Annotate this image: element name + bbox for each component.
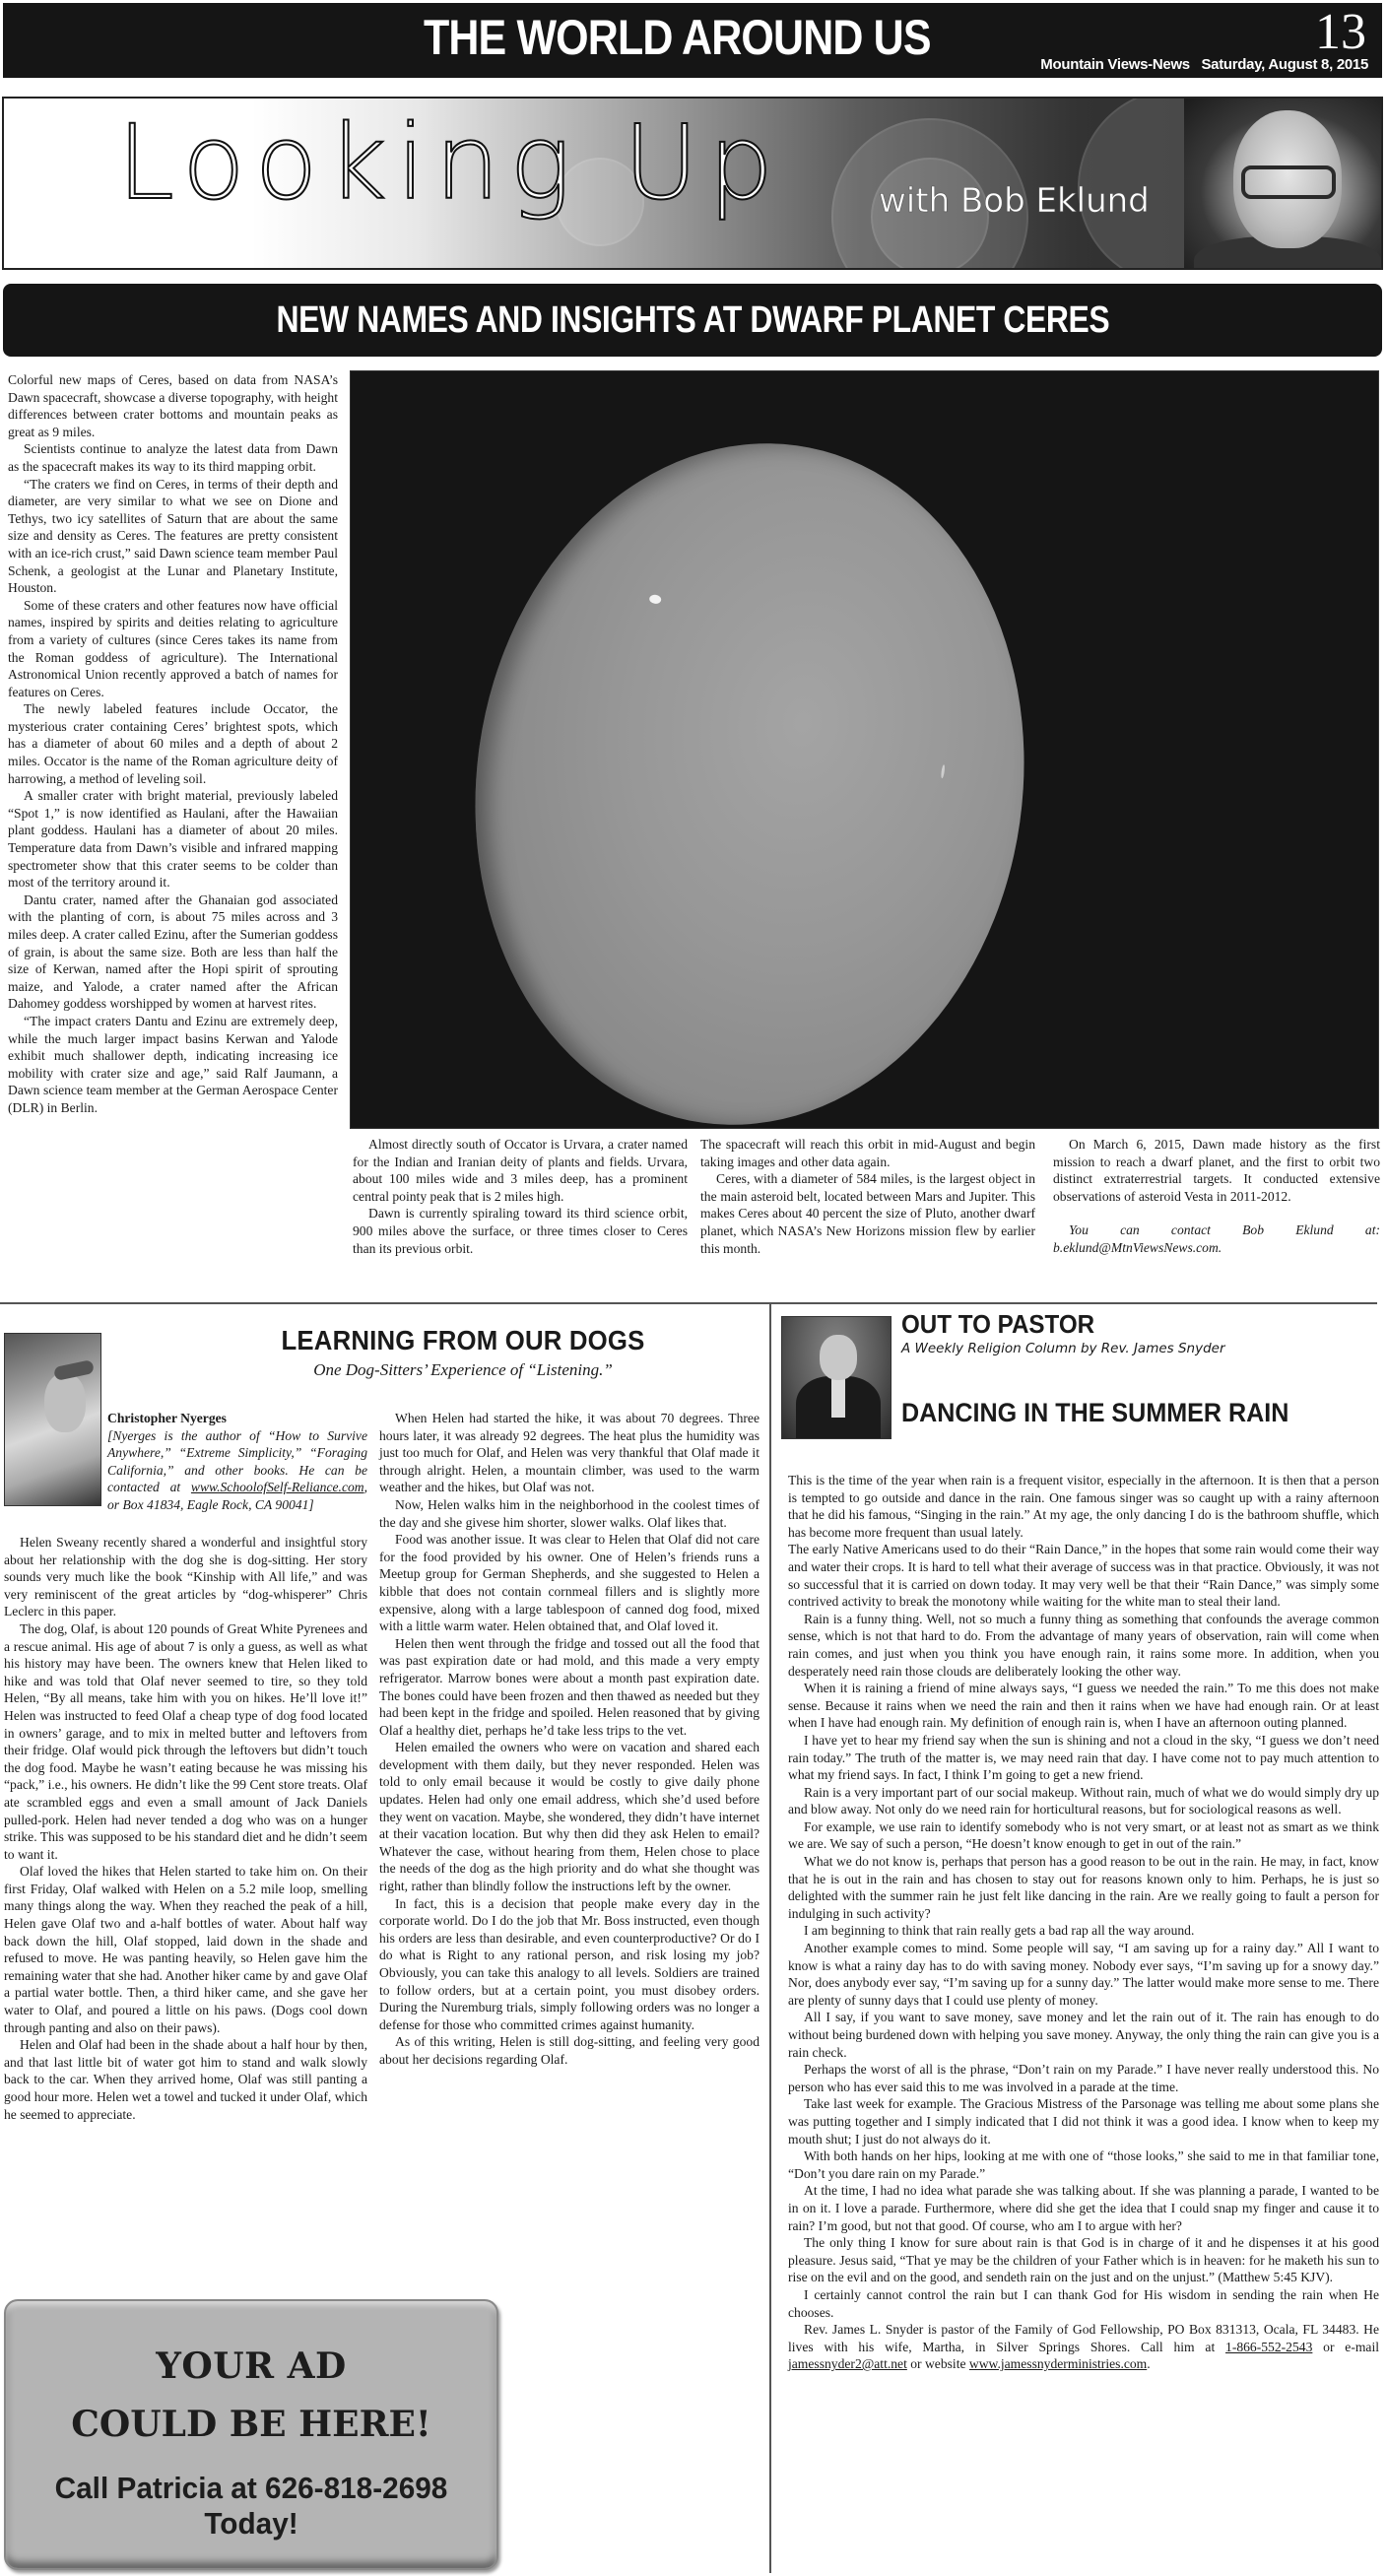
dogs-subtitle: One Dog-Sitters’ Experience of “Listening.” (313, 1360, 613, 1379)
paragraph: The newly labeled features include Occator, the mysterious crater containing Ceres’ brightest spots, which has a diameter of about 60 miles and a depth of about 2 miles. Occator is the name of the Roman agriculture deity of harrowing, a method of leveling soil. (8, 701, 338, 786)
footer-text: Rev. James L. Snyder is pastor of the Family of God Fellowship, PO Box 831313, Ocala, FL 34483. He lives with his wife, Martha, in Silver Springs Shores. Call him at (788, 2322, 1379, 2354)
masthead (3, 3, 1382, 78)
paragraph: What we do not know is, perhaps that person has a good reason to be out in the rain. He may, in fact, know that he is out in the rain and has chosen to stay out for reasons known only to him. Perhaps, he is just so delighted with the summer rain he just felt like dancing in the rain. Are we really going to fault a person for indulging in such activity? (788, 1854, 1379, 1921)
column-title: OUT TO PASTOR (901, 1309, 1095, 1339)
website-link[interactable]: www.jamessnyderministries.com (968, 2356, 1148, 2372)
footer-text: or website (906, 2356, 969, 2372)
paragraph: Some of these craters and other features now have official names, inspired by spirits and deities relating to agriculture from a variety of cultures (since Ceres takes its name from the Roman goddess of agriculture). The International Astronomical Union recently approved a batch of names for features on Ceres. (8, 597, 338, 699)
dogs-column-2 (379, 1410, 760, 2069)
paragraph: With both hands on her hips, looking at me with one of “those looks,” she said to me in that familiar tone, “Don’t you dare rain on my Parade.” (788, 2148, 1379, 2181)
paragraph: Colorful new maps of Ceres, based on data from NASA’s Dawn spacecraft, showcase a diverse topography, with height differences between crater bottoms and mountain peaks as great as 9 miles. (8, 372, 338, 439)
author-website-link[interactable]: www.SchoolofSelf-Reliance.com (190, 1480, 364, 1495)
email-link[interactable]: jamessnyder2@att.net (788, 2356, 907, 2372)
paragraph: Rain is a very important part of our social makeup. Without rain, much of what we do would simply dry up and blow away. Not only do we need rain for horticultural reasons, but for sociological reasons as well. (788, 1784, 1379, 1817)
photo-shirt (831, 1378, 845, 1418)
ceres-planet (431, 408, 1067, 1129)
paragraph: Helen and Olaf had been in the shade about a half hour by then, and that last little bit of water got him to stand and walk slowly back to the car. When they arrived home, Olaf was still panting a good hour more. Helen wet a towel and tucked it under Olaf, which he seemed to appreciate. (4, 2037, 367, 2122)
section-title: THE WORLD AROUND US (423, 10, 931, 65)
author-name: Christopher Nyerges (107, 1411, 227, 1425)
paragraph: In fact, this is a decision that people make every day in the corporate world. Do I do the job that Mr. Boss instructed, even though his orders are less than desirable, and even counterproductive? Or do I do what is Right to any rational person, and risk losing my job? Obviously, you can take this analogy to all levels. Soldiers are trained to follow orders, but at a certain point, you must disobey orders. During the Nuremburg trials, simply following orders was no longer a defense for those who committed crimes against humanity. (379, 1895, 760, 2032)
phone-link[interactable]: 1-866-552-2543 (1225, 2339, 1313, 2354)
paragraph: For example, we use rain to identify somebody who is not very smart, or at least not as smart as we think we are. We say of such a person, “He doesn’t know enough to get in out of the rain.” (788, 1818, 1379, 1852)
ceres-headline: NEW NAMES AND INSIGHTS AT DWARF PLANET CERES (276, 299, 1109, 341)
footer-text: or e-mail (1312, 2339, 1380, 2354)
ceres-column-2 (353, 1136, 688, 1257)
paragraph: Helen then went through the fridge and tossed out all the food that was past expiration date or had mold, and this made a very empty refrigerator. Marrow bones were about a month past expiration date. The bones could have been frozen and then thawed as needed but they had been kept in the fridge and spoiled. Helen reasoned that by giving Olaf a healthy diet, perhaps he’d take less trips to the vet. (379, 1635, 760, 1738)
publication-name: Mountain Views-News (1040, 56, 1190, 73)
paragraph: Ceres, with a diameter of 584 miles, is the largest object in the main asteroid belt, located between Mars and Jupiter. This makes Ceres about 40 percent the size of Pluto, another dwarf planet, which NASA’s New Horizons mission flew by earlier this month. (700, 1171, 1035, 1256)
bright-streak (941, 764, 946, 778)
dogs-column-1 (4, 1534, 367, 2123)
paragraph: When it is raining a friend of mine always says, “I guess we needed the rain.” To me this does not make sense. Because it rains when we need the rain and then it rains when we have had enough rain. Or at least when I have had enough rain. My definition of enough rain is, when I have an afternoon outing planned. (788, 1681, 1379, 1731)
author-footer (788, 2321, 1379, 2373)
portrait-glasses (1241, 165, 1336, 199)
photo-face (44, 1373, 86, 1432)
paragraph: Dawn is currently spiraling toward its third science orbit, 900 miles above the surface, or three times closer to Ceres than its previous orbit. (353, 1206, 688, 1256)
paragraph: On March 6, 2015, Dawn made history as the first mission to reach a dwarf planet, and the first to orbit two distinct extraterrestrial targets. It conducted extensive observations of asteroid Vesta in 2011-2012. (1053, 1137, 1380, 1204)
ad-line-2: COULD BE HERE! (71, 2404, 431, 2445)
paragraph: This is the time of the year when rain is a frequent visitor, especially in the afternoon. It is then that a person is tempted to go outside and dance in the rain. One famous singer was so caught up with a rainy afternoon that he did his famous, “Singing in the rain.” At my age, the only dancing I do is the bathroom shuffle, which has become more frequent than usual lately. (788, 1473, 1379, 1540)
paragraph: When Helen had started the hike, it was about 70 degrees. Three hours later, it was already 92 degrees. The heat plus the humidity was just too much for Olaf, and Helen was very thankful that Olaf made it through alright. Helen, a mountain climber, was used to the warm weather and the hikes, but Olaf was not. (379, 1411, 760, 1495)
banner-title: Looking Up (117, 102, 784, 223)
paragraph: Take last week for example. The Gracious Mistress of the Parsonage was telling me about some plans she was putting together and I simply indicated that I did not think it was a good idea. I know when to keep my mouth shut; I just do not always do it. (788, 2096, 1379, 2147)
author-bio (107, 1410, 367, 1514)
author-contact: You can contact Bob Eklund at: b.eklund@MtnViewsNews.com. (1053, 1222, 1380, 1255)
paragraph: The dog, Olaf, is about 120 pounds of Great White Pyrenees and a rescue animal. His age of about 7 is only a guess, as well as what his history may have been. The owners knew that Helen liked to hike and was told that Olaf never seemed to tire, so they told Helen, “By all means, take him with you on hikes. He’ll love it!” Helen was instructed to feed Olaf a cheap type of dog food located in owners’ garage, and to mix in melted butter and leftovers from their fridge. Olaf would pick through the leftovers but didn’t touch the dog food. Maybe he wasn’t eating because he was missing his “pack,” i.e., his owners. He didn’t like the 99 Cent store treats. Olaf ate scrambled eggs and even a small amount of Jack Daniels pulled-pork. Helen had never tended a dog who was on a hunger strike. This was supposed to be his standard diet and he didn’t seem to want it. (4, 1620, 367, 1862)
pastor-body (788, 1472, 1379, 2373)
banner-byline: with Bob Eklund (879, 181, 1150, 221)
paragraph: I certainly cannot control the rain but I can thank God for His wisdom in sending the rain when He chooses. (788, 2286, 1379, 2320)
ad-line-1: YOUR AD (156, 2345, 347, 2387)
paragraph: All I say, if you want to save money, save money and let the rain out of it. The rain has enough to do without being burdened down with helping you save money. Anyway, the only thing the rain can give you is a rain check. (788, 2010, 1379, 2060)
bio-prefix: [Nyerges is the author of “How to Survive Anywhere,” “Extreme Simplicity,” “Foraging California,” and other books. He can be contacted at (107, 1427, 367, 1495)
paragraph: “The impact craters Dantu and Ezinu are extremely deep, while the much larger impact basins Kerwan and Yalode exhibit much shallower depth, indicating increasing ice mobility with crater size and age,” said Ralf Jaumann, a Dawn science team member at the German Aerospace Center (DLR) in Berlin. (8, 1013, 338, 1115)
paragraph: I am beginning to think that rain really gets a bad rap all the way around. (804, 1923, 1195, 1939)
dogs-headline: LEARNING FROM OUR DOGS (281, 1325, 645, 1355)
column-banner (2, 97, 1383, 270)
paragraph: A smaller crater with bright material, previously labeled “Spot 1,” is now identified as Haulani, after the Hawaiian plant goddess. Haulani has a diameter of about 20 miles. Temperature data from Dawn’s visible and infrared mapping spectrometer show that this crater seems to be colder than most of the territory around it. (8, 788, 338, 891)
paragraph: Olaf loved the hikes that Helen started to take him on. On their first Friday, Olaf walked with Helen on a 5.2 mile loop, smelling many things along the way. When they reached the peak of a hill, Helen gave Olaf two and a-half bottles of water. About half way back down the hill, Olaf stopped, laid down in the shade and refused to move. He was panting heavily, so Helen gave him the remaining water that she had. Another hiker came by and gave Olaf a partial water bottle. Then, a third hiker came, and she gave her water to Olaf, and poured a little on his paws. (Dogs cool down through panting and also on their paws). (4, 1864, 367, 2035)
page-number: 13 (1315, 4, 1366, 60)
ceres-photo (350, 370, 1379, 1129)
advertisement-box[interactable] (4, 2299, 498, 2570)
author-portrait-eklund (1184, 99, 1381, 268)
paragraph: Almost directly south of Occator is Urvara, a crater named for the Indian and Iranian deity of plants and fields. Urvara, about 100 miles wide and 3 miles deep, has a prominent central pointy peak that is 2 miles high. (353, 1137, 688, 1204)
paragraph: The early Native Americans used to do their “Rain Dance,” in the hopes that some rain would come their way and water their crops. It is hard to tell what their average of success was in that practice. Obviously, it was not so successful that it is carried on down today. It may very well be that their “Rain Dance,” was simply some contrived activity to break the monotony while waiting for the white man to steal their land. (788, 1542, 1379, 1610)
paragraph: As of this writing, Helen is still dog-sitting, and feeling very good about her decisions regarding Olaf. (379, 2034, 760, 2067)
paragraph: Another example comes to mind. Some people will say, “I am saving up for a rainy day.” All I want to know is what a rainy day has to do with saving money. Nobody ever says, “I’m saving up for a snowy day.” Nor, does anybody ever say, “I’m saving up for a sunny day.” The latter would make more sense to me. There are plenty of sunny days that I could use plenty of money. (788, 1941, 1379, 2008)
paragraph: Scientists continue to analyze the latest data from Dawn as the spacecraft makes its way to its third mapping orbit. (8, 441, 338, 474)
bio-suffix: , or Box 41834, Eagle Rock, CA 90041] (107, 1480, 367, 1512)
publication-date: Saturday, August 8, 2015 (1201, 56, 1368, 73)
ceres-headline-bar (3, 284, 1382, 357)
photo-face (820, 1335, 857, 1380)
section-divider (0, 1302, 1377, 1304)
paragraph: Rain is a funny thing. Well, not so much a funny thing as something that confounds the average common sense, which is not that hard to do. From the advantage of many years of observation, rain will come when rain comes, and just when you think you have enough rain, it rains some more. In addition, when you desperately need rain those clouds are deliberately looking the other way. (788, 1611, 1379, 1679)
paragraph: The spacecraft will reach this orbit in mid-August and begin taking images and other data again. (700, 1137, 1035, 1169)
paragraph: Now, Helen walks him in the neighborhood in the coolest times of the day and she givese him shorter, slower walks. Olaf likes that. (379, 1496, 760, 1530)
column-subtitle: A Weekly Religion Column by Rev. James Snyder (901, 1341, 1225, 1356)
ceres-column-3 (700, 1136, 1035, 1257)
ad-call-to-action: Call Patricia at 626-818-2698 Today! (54, 2471, 448, 2541)
author-photo-snyder (781, 1316, 892, 1439)
footer-text: . (1147, 2356, 1151, 2372)
paragraph: The only thing I know for sure about rain is that God is in charge of it and he dispenses it at his good pleasure. Jesus said, “That ye may be the children of your Father which is in heaven: for he maketh his sun to rise on the evil and on the good, and sendeth rain on the just and on the unjust.” (Matthew 5:45 KJV). (788, 2235, 1379, 2285)
author-photo-nyerges (4, 1333, 101, 1506)
paragraph: Food was another issue. It was clear to Helen that Olaf did not care for the food provided by his owner. One of Helen’s friends runs a Meetup group for German Shepherds, and she suggested to Helen a kibble that does not contain cornmeal fillers and is slightly more expensive, along with a large tablespoon of canned dog food, mixed with a little warm water. Helen obtained that, and Olaf loved it. (379, 1532, 760, 1634)
column-divider (769, 1302, 771, 2573)
paragraph: Helen Sweany recently shared a wonderful and insightful story about her relationship with the dog she is dog-sitting. Her story sounds very much like the book “Kinship with All life,” and was very reminiscent of the great articles by “dog-whisperer” Chris Leclerc in this paper. (4, 1535, 367, 1619)
publication-info (1040, 56, 1368, 73)
paragraph: Helen emailed the owners who were on vacation and shared each development with them daily, but they never responded. Helen was told to only email because it would be costly to give daily phone updates. Helen had only one email address, which she’d used before they went on vacation. Maybe, she wondered, they didn’t have internet at their vacation location. But why then did they ask Helen to email? Whatever the case, without hearing from them, Helen chose to place the needs of the dog as the high priority and do what she thought was right, rather than blindly follow the instructions left by the owner. (379, 1740, 760, 1894)
paragraph: “The craters we find on Ceres, in terms of their depth and diameter, are very similar to what we see on Dione and Tethys, two icy satellites of Saturn that are about the same size and density as Ceres. The features are pretty consistent with an ice-rich crust,” said Dawn science team member Paul Schenk, a geologist at the Lunar and Planetary Institute, Houston. (8, 476, 338, 596)
pastor-headline: DANCING IN THE SUMMER RAIN (901, 1398, 1289, 1427)
paragraph: Dantu crater, named after the Ghanaian god associated with the planting of corn, is about 75 miles across and 3 miles deep. A crater called Ezinu, after the Sumerian goddess of grain, is about the same size. Both are less than half the size of Kerwan, named after the Hopi spirit of sprouting maize, and Yalode, a crater named after the African Dahomey goddess worshipped by women at harvest rites. (8, 892, 338, 1012)
paragraph: At the time, I had no idea what parade she was talking about. If she was planning a parade, I wanted to be in on it. I love a parade. Furthermore, where did she get the idea that I could snap my finger and cause it to rain? I’m good, but not that good. Of course, who am I to argue with her? (788, 2183, 1379, 2233)
ceres-column-1 (8, 371, 338, 1117)
paragraph: Perhaps the worst of all is the phrase, “Don’t rain on my Parade.” I have never really understood this. No person who has ever said this to me was involved in a parade at the time. (788, 2062, 1379, 2094)
paragraph: I have yet to hear my friend say when the sun is shining and not a cloud in the sky, “I guess we don’t need rain today.” The truth of the matter is, we may need rain that day. I have come not to pay much attention to what my friend says. In fact, I think I’m going to get a new friend. (788, 1732, 1379, 1783)
ceres-column-4 (1053, 1136, 1380, 1257)
occator-bright-spot (649, 594, 662, 605)
